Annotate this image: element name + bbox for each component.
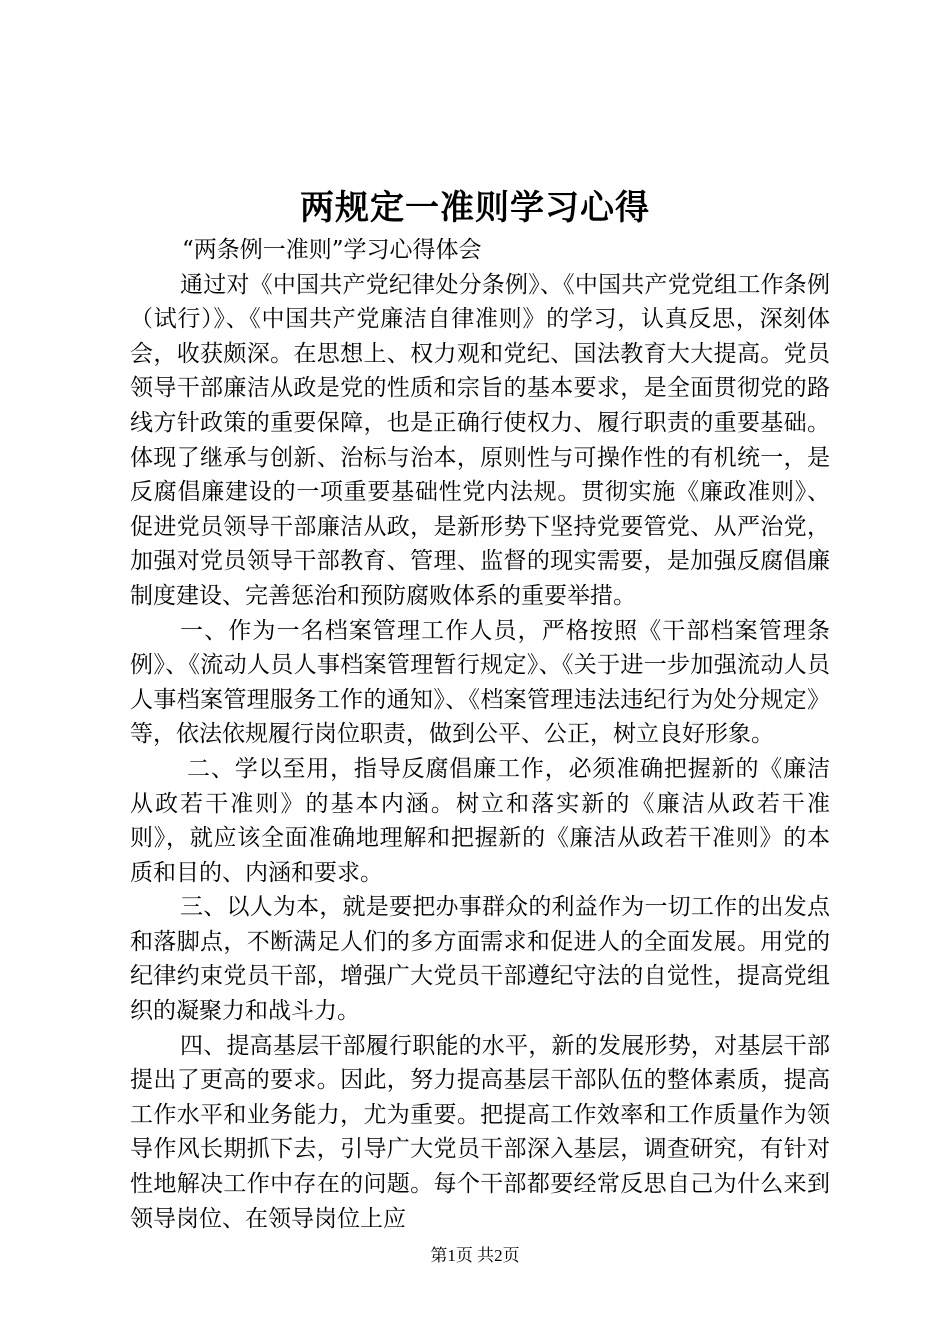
paragraph-point-1: 一、作为一名档案管理工作人员，严格按照《干部档案管理条例》、《流动人员人事档案管理暂行规定》、《关于进一步加强流动人员人事档案管理服务工作的通知》、《档案管理违法违纪行为处分规定》等，依法依规履行岗位职责，做到公平、公正，树立良好形象。 [130,617,830,748]
page-number-footer: 第1页 共2页 [430,1246,520,1265]
paragraph-point-2: 二、学以至用，指导反腐倡廉工作，必须准确把握新的《廉洁从政若干准则》的基本内涵。树立和落实新的《廉洁从政若干准则》，就应该全面准确地理解和把握新的《廉洁从政若干准则》的本质和目的、内涵和要求。 [130,755,830,886]
paragraph-point-3: 三、以人为本，就是要把办事群众的利益作为一切工作的出发点和落脚点，不断满足人们的多方面需求和促进人的全面发展。用党的纪律约束党员干部，增强广大党员干部遵纪守法的自觉性，提高党组织的凝聚力和战斗力。 [130,894,830,1025]
paragraph-point-4: 四、提高基层干部履行职能的水平，新的发展形势，对基层干部提出了更高的要求。因此，努力提高基层干部队伍的整体素质，提高工作水平和业务能力，尤为重要。把提高工作效率和工作质量作为领导作风长期抓下去，引导广大党员干部深入基层，调查研究，有针对性地解决工作中存在的问题。每个干部都要经常反思自己为什么来到领导岗位、在领导岗位上应 [130,1032,830,1232]
paragraph-intro: 通过对《中国共产党纪律处分条例》、《中国共产党党组工作条例（试行）》、《中国共产党廉洁自律准则》的学习，认真反思，深刻体会，收获颇深。在思想上、权力观和党纪、国法教育大大提高。党员领导干部廉洁从政是党的性质和宗旨的基本要求，是全面贯彻党的路线方针政策的重要保障，也是正确行使权力、履行职责的重要基础。体现了继承与创新、治标与治本，原则性与可操作性的有机统一，是反腐倡廉建设的一项重要基础性党内法规。贯彻实施《廉政准则》、促进党员领导干部廉洁从政，是新形势下坚持党要管党、从严治党，加强对党员领导干部教育、管理、监督的现实需要，是加强反腐倡廉制度建设、完善惩治和预防腐败体系的重要举措。 [130,271,830,609]
document-body [130,233,830,1236]
document-title: 两规定一准则学习心得 [300,188,650,228]
document-subtitle: “两条例一准则”学习心得体会 [182,237,482,263]
